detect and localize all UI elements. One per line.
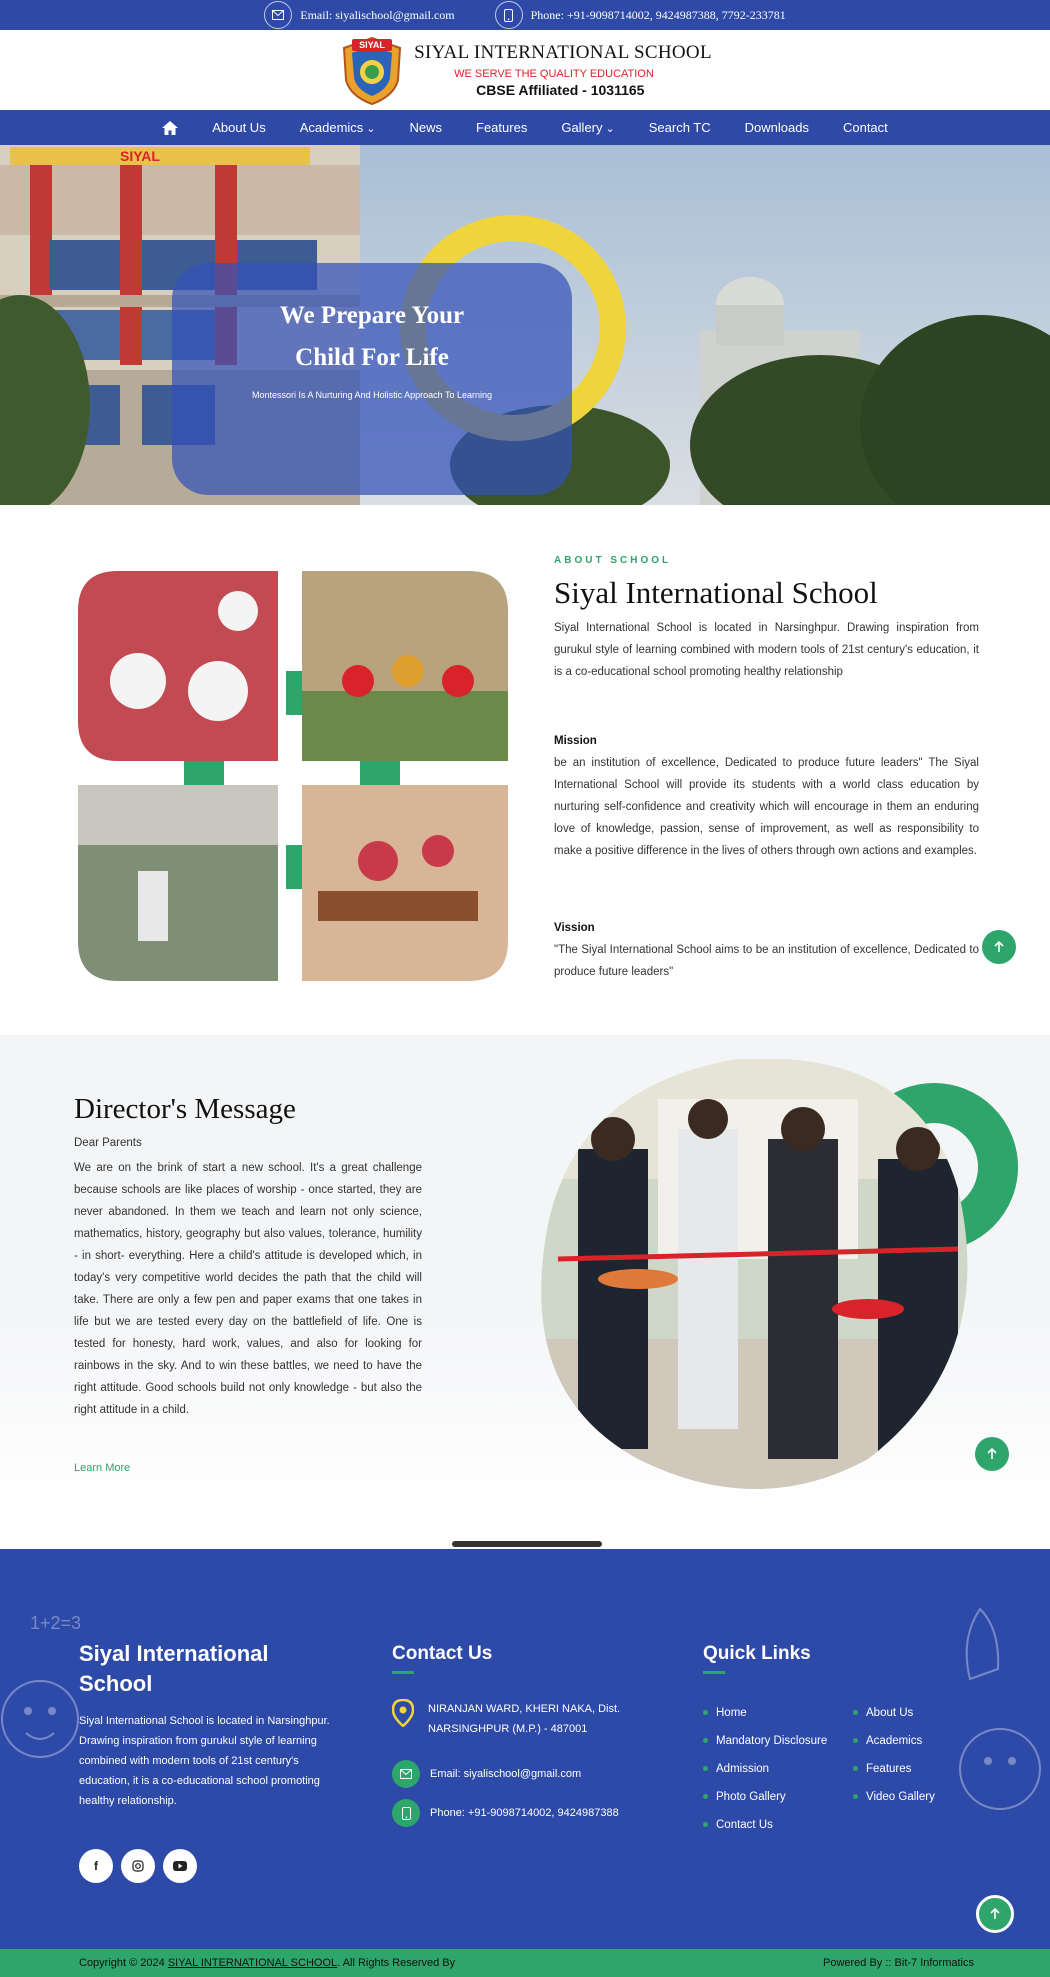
director-section — [0, 1035, 1050, 1503]
quick-links-underline — [703, 1671, 725, 1674]
footer-address: NIRANJAN WARD, KHERI NAKA, Dist. NARSINGHPUR (M.P.) - 487001 — [428, 1703, 621, 1735]
copyright-bar — [0, 1949, 1050, 1977]
hero-subtitle: Montessori Is A Nurturing And Holistic Approach To Learning — [252, 390, 492, 400]
contact-heading: Contact Us — [392, 1643, 493, 1664]
arrow-up-icon — [986, 1448, 998, 1460]
footer-email[interactable] — [392, 1760, 581, 1788]
decor-bar — [452, 1541, 602, 1547]
site-header — [0, 30, 1050, 110]
footer-link-admission[interactable]: Admission — [703, 1763, 769, 1775]
about-photo-collage — [78, 571, 508, 991]
footer-link-mandatory-disclosure[interactable]: Mandatory Disclosure — [703, 1735, 827, 1747]
about-intro: Siyal International School is located in Narsinghpur. Drawing inspiration from gurukul style of learning combined with modern tools of 21st century's education, it is a co-educational school promoting healthy relationship — [554, 622, 979, 678]
director-greeting: Dear Parents — [74, 1137, 142, 1149]
about-kicker: ABOUT SCHOOL — [554, 555, 672, 566]
footer-email-text: Email: siyalischool@gmail.com — [430, 1768, 582, 1780]
top-email-text: Email: siyalischool@gmail.com — [300, 7, 455, 22]
vision-text: "The Siyal International School aims to be an institution of excellence, Dedicated to produce future leaders" — [554, 944, 979, 978]
top-phone-text: Phone: +91-9098714002, 9424987388, 7792-233781 — [530, 7, 786, 22]
copyright-school-link[interactable]: SIYAL INTERNATIONAL SCHOOL — [167, 1957, 338, 1969]
scroll-to-top-button-3[interactable] — [976, 1895, 1014, 1933]
cbse-affiliation: CBSE Affiliated - 1031165 — [476, 82, 645, 98]
nav-academics[interactable]: Academics ⌄ — [300, 120, 376, 135]
facebook-icon[interactable]: f — [79, 1849, 113, 1883]
school-name: SIYAL INTERNATIONAL SCHOOL — [414, 42, 712, 63]
nav-about-us[interactable]: About Us — [212, 120, 266, 135]
instagram-icon[interactable] — [121, 1849, 155, 1883]
contact-underline — [392, 1671, 414, 1674]
copyright-prefix: Copyright © 2024 — [79, 1957, 165, 1969]
mission-heading: Mission — [554, 735, 597, 747]
school-tagline: WE SERVE THE QUALITY EDUCATION — [454, 68, 654, 80]
arrow-up-icon — [989, 1908, 1001, 1920]
nav-news[interactable]: News — [409, 120, 443, 135]
director-title: Director's Message — [74, 1093, 296, 1125]
nav-features[interactable]: Features — [476, 120, 528, 135]
school-logo[interactable] — [338, 34, 406, 106]
footer-school-text: Siyal International School is located in Narsinghpur. Drawing inspiration from gurukul style of learning combined with modern tools of 21st century's education, it is a co-educational school promoting healthy relationship. — [79, 1715, 330, 1807]
about-title: Siyal International School — [554, 575, 878, 610]
footer-phone[interactable] — [392, 1799, 619, 1827]
mobile-phone-icon — [392, 1799, 420, 1827]
top-contact-bar — [0, 0, 1050, 30]
top-email[interactable] — [264, 1, 454, 29]
envelope-icon — [392, 1760, 420, 1788]
powered-by: Powered By :: Bit-7 Informatics — [823, 1957, 974, 1969]
footer-link-contact-us[interactable]: Contact Us — [703, 1819, 773, 1831]
building-banner-text: SIYAL — [120, 148, 160, 164]
home-icon[interactable] — [162, 121, 178, 135]
nav-gallery[interactable]: Gallery ⌄ — [561, 120, 614, 135]
nav-downloads[interactable]: Downloads — [744, 120, 809, 135]
section-spacer — [0, 1503, 1050, 1549]
director-message: We are on the brink of start a new school. It's a great challenge because schools are like places of worship - once started, they are never abandoned. In them we teach and learn not only science, mathematics, history, geography but also values, tolerance, humility - in short- everything. Here a child's attitude is developed which, in today's very competitive world decides the path that the child will take. There are only a few pen and paper exams that one takes in life but we are tested every day on the battlefield of life. One is tested for honesty, hard work, values, and also for looking for rainbows in the sky. And to win these battles, we need to have the right attitude. Good schools build not only knowledge - but also the right attitude in a child. — [74, 1162, 422, 1416]
site-footer — [0, 1549, 1050, 1949]
quick-links-heading: Quick Links — [703, 1643, 811, 1664]
arrow-up-icon — [993, 941, 1005, 953]
about-section — [0, 505, 1050, 1035]
footer-link-photo-gallery[interactable]: Photo Gallery — [703, 1791, 786, 1803]
social-links — [79, 1849, 197, 1883]
hero-title-line1: We Prepare Your — [279, 302, 465, 329]
mission-text: be an institution of excellence, Dedicated to produce future leaders" The Siyal International School will provide its students with a world class education by nurturing self-confidence and creativity which will encourage in them an enduring love of knowledge, passion, sense of improvement, as well as responsibility to make a positive difference in the lives of others through own actions and examples. — [554, 757, 979, 857]
director-ribbon-cutting-photo — [538, 1059, 978, 1494]
nav-contact[interactable]: Contact — [842, 120, 888, 135]
footer-link-academics[interactable]: Academics — [853, 1735, 922, 1747]
hero-title — [172, 295, 572, 379]
footer-link-about-us[interactable]: About Us — [853, 1707, 913, 1719]
nav-search-tc[interactable]: Search TC — [648, 120, 711, 135]
footer-link-features[interactable]: Features — [853, 1763, 911, 1775]
footer-school-title: Siyal International School — [79, 1641, 269, 1696]
footer-about-column — [79, 1639, 341, 1811]
collage-photo-4 — [302, 785, 508, 981]
logo-text: SIYAL — [359, 40, 385, 50]
hero-banner — [0, 145, 1050, 505]
footer-link-home[interactable]: Home — [703, 1707, 747, 1719]
envelope-icon — [264, 1, 292, 29]
scroll-to-top-button[interactable] — [982, 930, 1016, 964]
youtube-icon[interactable] — [163, 1849, 197, 1883]
main-nav — [0, 110, 1050, 145]
copyright-rights: . All Rights Reserved By — [337, 1957, 456, 1969]
scroll-to-top-button-2[interactable] — [975, 1437, 1009, 1471]
mobile-phone-icon — [495, 1, 523, 29]
top-phone[interactable] — [495, 1, 786, 29]
copyright-text — [79, 1957, 455, 1969]
footer-link-video-gallery[interactable]: Video Gallery — [853, 1791, 935, 1803]
hero-title-line2: Child For Life — [295, 344, 449, 371]
footer-phone-text: Phone: +91-9098714002, 9424987388 — [430, 1807, 619, 1819]
vision-heading: Vission — [554, 922, 595, 934]
learn-more-link[interactable]: Learn More — [74, 1462, 131, 1474]
location-pin-icon — [392, 1699, 414, 1727]
doodle-math-text: 1+2=3 — [30, 1613, 82, 1633]
doodle-rocket-icon — [940, 1599, 1050, 1829]
